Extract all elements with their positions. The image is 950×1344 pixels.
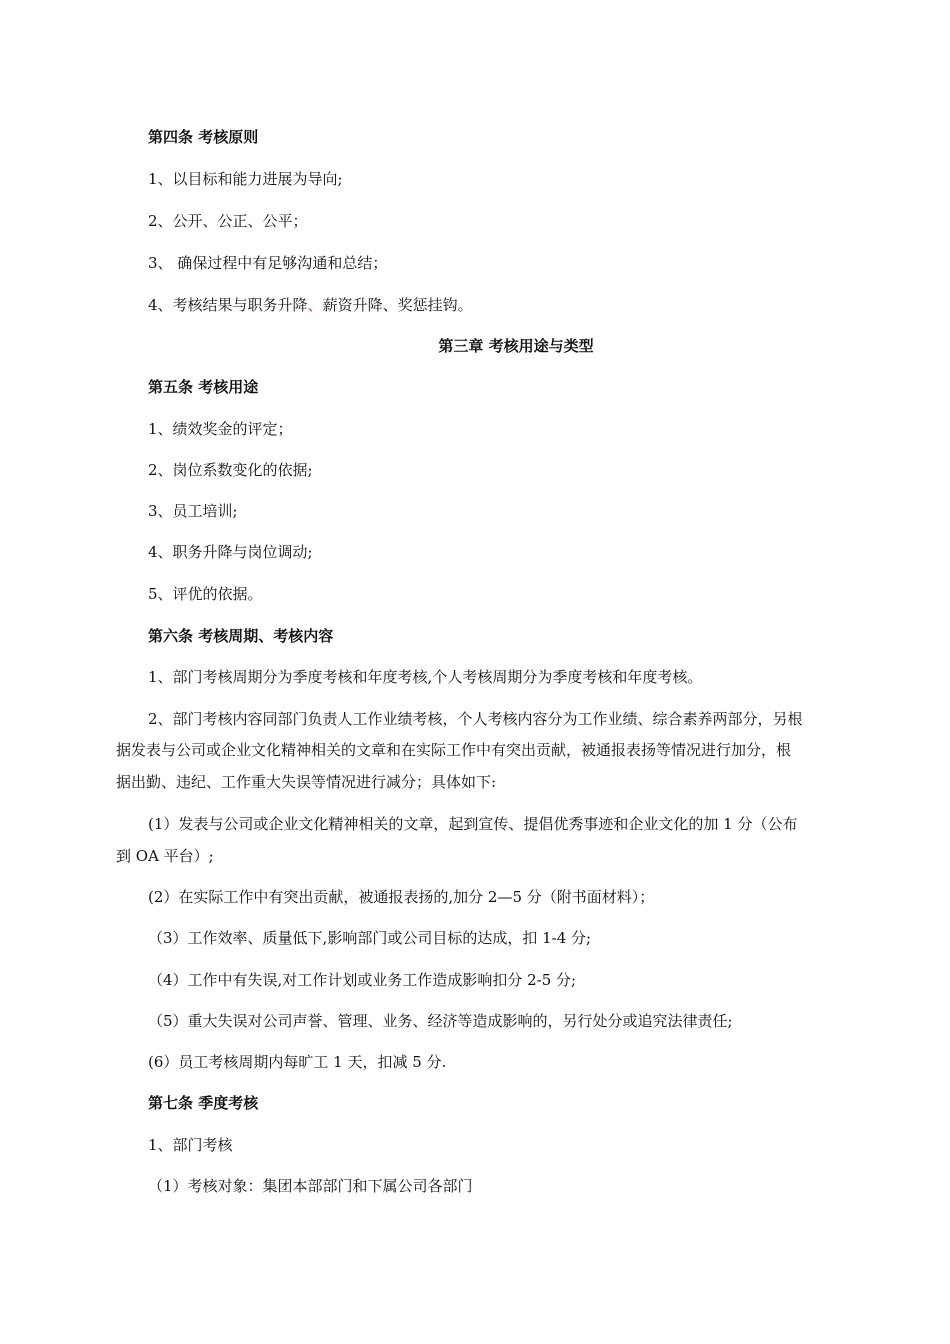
article6-paragraph-2-line-3: 据出勤、违纪、工作重大失误等情况进行减分；具体如下: bbox=[116, 773, 497, 791]
article5-item-5: 5、评优的依据。 bbox=[148, 585, 263, 603]
article4-item-2: 2、公开、公正、公平； bbox=[148, 212, 308, 230]
article6-sub-1-line-1: (1）发表与公司或企业文化精神相关的文章，起到宣传、提倡优秀事迹和企业文化的加 1 分（公布 bbox=[148, 815, 798, 833]
article6-sub-4: （4）工作中有失误,对工作计划或业务工作造成影响扣分 2-5 分; bbox=[148, 971, 577, 989]
article4-item-1: 1、以目标和能力进展为导向; bbox=[148, 170, 343, 188]
article7-sub-1: （1）考核对象：集团本部部门和下属公司各部门 bbox=[148, 1177, 473, 1195]
article5-heading: 第五条 考核用途 bbox=[148, 378, 259, 396]
article6-paragraph-2-line-1: 2、部门考核内容同部门负责人工作业绩考核，个人考核内容分为工作业绩、综合素养两部分，另根 bbox=[148, 710, 803, 728]
article5-item-4: 4、职务升降与岗位调动; bbox=[148, 543, 313, 561]
article7-heading: 第七条 季度考核 bbox=[148, 1094, 259, 1112]
article4-item-4 bbox=[148, 295, 884, 315]
article6-sub-1-line-2: 到 OA 平台）; bbox=[116, 847, 214, 865]
article5-item-3: 3、员工培训; bbox=[148, 502, 238, 520]
article6-paragraph-1: 1、部门考核周期分为季度考核和年度考核,个人考核周期分为季度考核和年度考核。 bbox=[148, 668, 703, 686]
article4-item-3: 3、 确保过程中有足够沟通和总结； bbox=[148, 254, 388, 272]
article6-sub-5: （5）重大失误对公司声誉、管理、业务、经济等造成影响的，另行处分或追究法律责任; bbox=[148, 1012, 733, 1030]
article6-sub-3: （3）工作效率、质量低下,影响部门或公司目标的达成，扣 1-4 分; bbox=[148, 929, 592, 947]
article5-item-1: 1、绩效奖金的评定； bbox=[148, 420, 293, 438]
article6-sub-6: (6）员工考核周期内每旷工 1 天，扣减 5 分. bbox=[148, 1053, 447, 1071]
chapter3-heading: 第三章 考核用途与类型 bbox=[438, 337, 594, 355]
article4-heading: 第四条 考核原则 bbox=[148, 128, 259, 146]
article6-heading: 第六条 考核周期、考核内容 bbox=[148, 627, 334, 645]
article4-item-4-red-mark: 、 bbox=[307, 296, 323, 314]
article6-paragraph-2-line-2: 据发表与公司或企业文化精神相关的文章和在实际工作中有突出贡献，被通报表扬等情况进行加分，根 bbox=[116, 741, 792, 759]
article4-item-4-part-b: 薪资升降、奖惩挂钩。 bbox=[322, 296, 473, 314]
article7-item-1: 1、部门考核 bbox=[148, 1136, 233, 1154]
article5-item-2: 2、岗位系数变化的依据; bbox=[148, 461, 313, 479]
article6-sub-2: (2）在实际工作中有突出贡献，被通报表扬的,加分 2—5 分（附书面材料）； bbox=[148, 888, 655, 906]
article4-item-4-part-a: 4、考核结果与职务升降 bbox=[148, 296, 308, 314]
